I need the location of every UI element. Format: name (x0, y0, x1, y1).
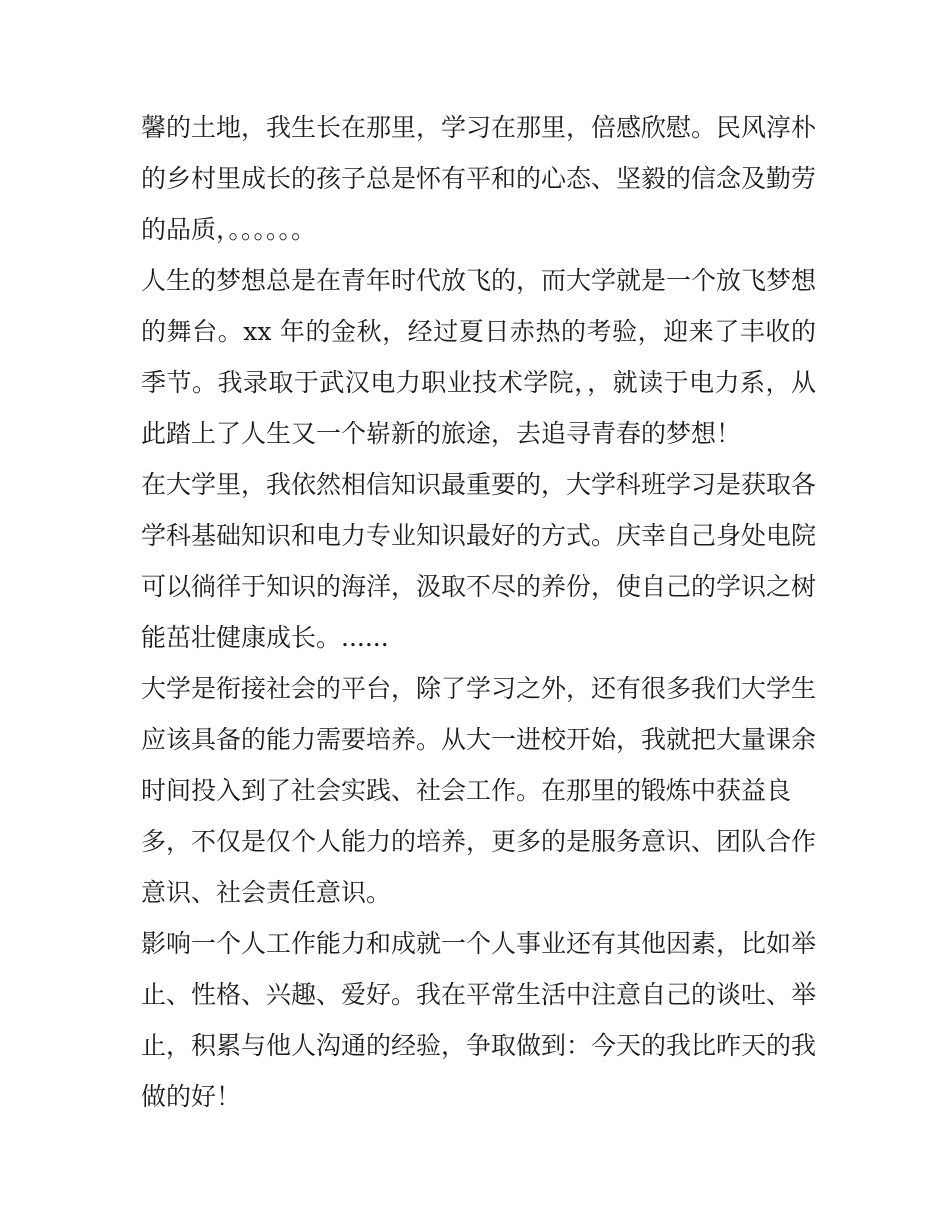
text-line: 在大学里，我依然相信知识最重要的，大学科班学习是获取各 (141, 470, 817, 499)
text-line: 能茁壮健康成长。...... (141, 623, 389, 652)
text-line: 止，积累与他人沟通的经验，争取做到：今天的我比昨天的我 (141, 1031, 817, 1060)
text-line: 人生的梦想总是在青年时代放飞的，而大学就是一个放飞梦想 (141, 266, 817, 295)
text-line: 意识、社会责任意识。 (141, 878, 392, 907)
paragraph-3 (141, 459, 816, 663)
text-line: 可以徜徉于知识的海洋，汲取不尽的养份，使自己的学识之树 (141, 572, 817, 601)
text-line: 做的好！ (141, 1082, 242, 1111)
text-line: 时间投入到了社会实践、社会工作。在那里的锻炼中获益良 (141, 776, 792, 805)
text-line: 的乡村里成长的孩子总是怀有平和的心态、坚毅的信念及勤劳 (141, 164, 817, 193)
text-line: 应该具备的能力需要培养。从大一进校开始，我就把大量课余 (141, 725, 817, 754)
text-line: 止、性格、兴趣、爱好。我在平常生活中注意自己的谈吐、举 (141, 980, 817, 1009)
text-line: 季节。我录取于武汉电力职业技术学院，，就读于电力系，从 (141, 368, 816, 397)
text-line: 影响一个人工作能力和成就一个人事业还有其他因素，比如举 (141, 929, 817, 958)
paragraph-1 (141, 102, 816, 255)
paragraph-5 (141, 918, 816, 1122)
text-line: 馨的土地，我生长在那里，学习在那里，倍感欣慰。民风淳朴 (141, 113, 817, 142)
paragraph-2 (141, 255, 816, 459)
text-line: 学科基础知识和电力专业知识最好的方式。庆幸自己身处电院 (141, 521, 817, 550)
text-line: 的品质，。。。。。。 (141, 215, 317, 244)
text-line: 此踏上了人生又一个崭新的旅途，去追寻青春的梦想！ (141, 419, 742, 448)
text-line: 多，不仅是仅个人能力的培养，更多的是服务意识、团队合作 (141, 827, 817, 856)
text-line: 的舞台。xx 年的金秋，经过夏日赤热的考验，迎来了丰收的 (141, 317, 816, 346)
text-line: 大学是衔接社会的平台，除了学习之外，还有很多我们大学生 (141, 674, 817, 703)
body-text (141, 102, 816, 1122)
paragraph-4 (141, 663, 816, 918)
